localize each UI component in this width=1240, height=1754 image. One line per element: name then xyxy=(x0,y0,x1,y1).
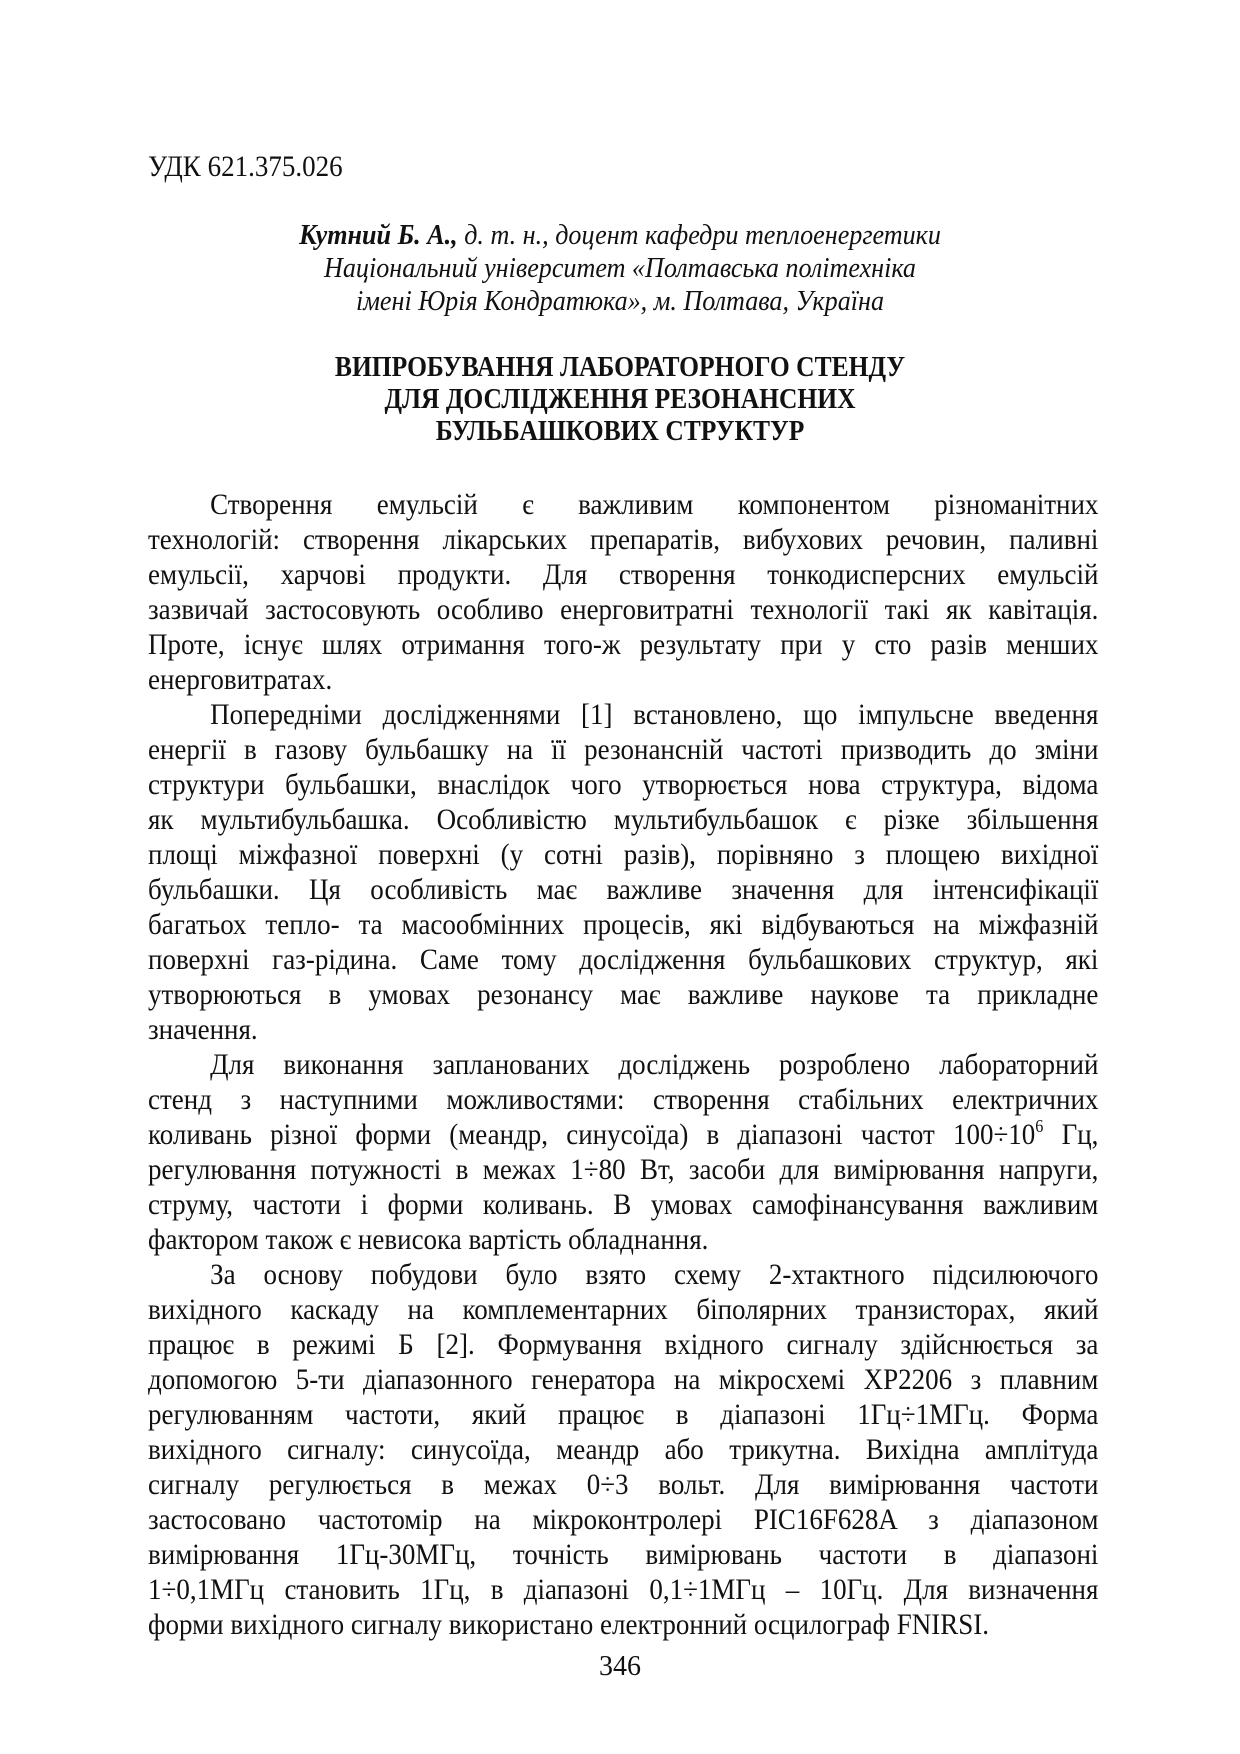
title-line: БУЛЬБАШКОВИХ СТРУКТУР xyxy=(435,415,805,447)
paragraph xyxy=(148,487,1098,697)
title-line: ДЛЯ ДОСЛІДЖЕННЯ РЕЗОНАНСНИХ xyxy=(384,383,856,415)
author-name: Кутний Б. А., xyxy=(299,219,458,251)
author-affiliation: Національний університет «Полтавська політехніка xyxy=(324,252,916,284)
text-segment: коливань різної форми (меандр, синусоїда) в діапазоні частот 100÷10 xyxy=(148,1118,1036,1151)
text-line: площі міжфазної поверхні (у сотні разів), порівняно з площею вихідної xyxy=(148,838,1099,871)
text-line: технологій: створення лікарських препаратів, вибухових речовин, паливні xyxy=(148,523,1099,556)
text-line: Створення емульсій є важливим компонентом різноманітних xyxy=(210,488,1099,521)
author-block xyxy=(0,219,1240,318)
text-line: енергії в газову бульбашку на її резонансній частоті призводить до зміни xyxy=(148,733,1099,766)
text-line: емульсії, харчові продукти. Для створення тонкодисперсних емульсій xyxy=(148,558,1099,591)
text-line: вимірювання 1Гц-30МГц, точність вимірювань частоти в діапазоні xyxy=(148,1538,1099,1571)
text-line: вихідного сигналу: синусоїда, меандр або трикутна. Вихідна амплітуда xyxy=(148,1433,1099,1466)
text-line: форми вихідного сигналу використано електронний осцилограф FNIRSI. xyxy=(148,1608,989,1641)
text-line: струму, частоти і форми коливань. В умовах самофінансування важливим xyxy=(148,1188,1099,1221)
text-line: фактором також є невисока вартість обладнання. xyxy=(148,1223,709,1256)
text-line: поверхні газ-рідина. Саме тому дослідження бульбашкових структур, які xyxy=(148,943,1099,976)
article-body xyxy=(148,487,1098,1642)
text-line: багатьох тепло- та масообмінних процесів, які відбуваються на міжфазній xyxy=(148,908,1099,941)
paragraph xyxy=(148,697,1098,1047)
text-line: регулювання потужності в межах 1÷80 Вт, засоби для вимірювання напруги, xyxy=(148,1153,1099,1186)
text-line: За основу побудови було взято схему 2-хтактного підсилюючого xyxy=(210,1258,1099,1291)
text-line: вихідного каскаду на комплементарних біполярних транзисторах, який xyxy=(148,1293,1099,1326)
text-line: допомогою 5-ти діапазонного генератора на мікросхемі XP2206 з плавним xyxy=(148,1363,1099,1396)
text-line: утворюються в умовах резонансу має важливе наукове та прикладне xyxy=(148,978,1099,1011)
text-line: Проте, існує шлях отримання того-ж результату при у сто разів менших xyxy=(148,628,1099,661)
text-line: бульбашки. Ця особливість має важливе значення для інтенсифікації xyxy=(148,873,1099,906)
author-position: д. т. н., доцент кафедри теплоенергетики xyxy=(457,219,941,251)
text-line: сигналу регулюється в межах 0÷3 вольт. Для вимірювання частоти xyxy=(148,1468,1099,1501)
superscript: 6 xyxy=(1035,1116,1044,1136)
text-line: працює в режимі Б [2]. Формування вхідного сигналу здійснюється за xyxy=(148,1328,1099,1361)
text-line: енерговитратах. xyxy=(148,663,333,696)
text-line xyxy=(148,1117,1098,1152)
udk-code: УДК 621.375.026 xyxy=(148,150,343,183)
text-line: Попередніми дослідженнями [1] встановлено, що імпульсне введення xyxy=(210,698,1099,731)
text-segment: Гц, xyxy=(1043,1118,1099,1151)
author-location: імені Юрія Кондратюка», м. Полтава, Україна xyxy=(356,285,884,317)
author-line xyxy=(62,219,1178,252)
text-line: як мультибульбашка. Особливістю мультибульбашок є різке збільшення xyxy=(148,803,1099,836)
title-line: ВИПРОБУВАННЯ ЛАБОРАТОРНОГО СТЕНДУ xyxy=(334,351,906,383)
paragraph xyxy=(148,1047,1098,1257)
text-line: регулюванням частоти, який працює в діапазоні 1Гц÷1МГц. Форма xyxy=(148,1398,1099,1431)
page-number: 346 xyxy=(599,1651,641,1682)
text-line: зазвичай застосовують особливо енерговитратні технології такі як кавітація. xyxy=(148,593,1099,626)
text-line: застосовано частотомір на мікроконтролері PIC16F628A з діапазоном xyxy=(148,1503,1099,1536)
text-line: значення. xyxy=(148,1013,258,1046)
article-title xyxy=(0,351,1240,447)
paragraph xyxy=(148,1257,1098,1642)
text-line: Для виконання запланованих досліджень розроблено лабораторний xyxy=(210,1048,1099,1081)
text-line: стенд з наступними можливостями: створення стабільних електричних xyxy=(148,1083,1099,1116)
text-line: структури бульбашки, внаслідок чого утворюється нова структура, відома xyxy=(148,768,1099,801)
text-line: 1÷0,1МГц становить 1Гц, в діапазоні 0,1÷1МГц – 10Гц. Для визначення xyxy=(148,1573,1099,1606)
